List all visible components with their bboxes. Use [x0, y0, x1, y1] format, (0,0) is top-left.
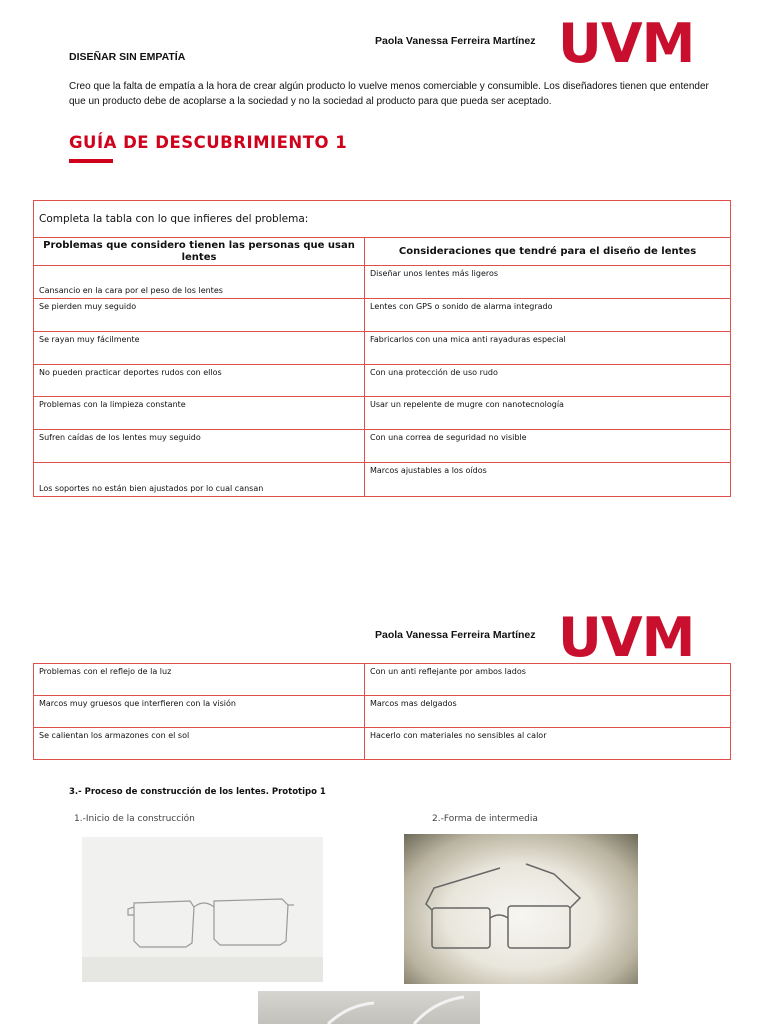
author-name: Paola Vanessa Ferreira Martínez — [375, 629, 536, 641]
glasses-sketch-photo-3 — [258, 991, 480, 1024]
table-row — [34, 299, 731, 332]
consideration-cell: Diseñar unos lentes más ligeros — [365, 266, 731, 299]
consideration-cell: Fabricarlos con una mica anti rayaduras especial — [365, 332, 731, 365]
table-row — [34, 266, 731, 299]
consideration-cell: Marcos ajustables a los oídos — [365, 463, 731, 497]
table-instruction: Completa la tabla con lo que infieres del problema: — [34, 201, 731, 238]
photo-caption-2: 2.-Forma de intermedia — [432, 814, 538, 824]
discovery-table-continued — [33, 663, 731, 760]
problem-cell: Se calientan los armazones con el sol — [34, 728, 365, 760]
section-3-heading: 3.- Proceso de construcción de los lentes. Prototipo 1 — [69, 787, 326, 797]
problem-cell: Los soportes no están bien ajustados por lo cual cansan — [34, 463, 365, 497]
table-row — [34, 365, 731, 397]
document-title: DISEÑAR SIN EMPATÍA — [69, 51, 186, 63]
problem-cell: Cansancio en la cara por el peso de los lentes — [34, 266, 365, 299]
author-name: Paola Vanessa Ferreira Martínez — [375, 35, 536, 47]
intro-paragraph: Creo que la falta de empatía a la hora de crear algún producto lo vuelve menos comerciable y consumible. Los diseñadores tienen que entender que un producto debe de acoplarse a la sociedad y no la sociedad al producto para que pueda ser aceptado. — [69, 81, 709, 107]
photo-caption-1: 1.-Inicio de la construcción — [74, 814, 195, 824]
consideration-cell: Con una correa de seguridad no visible — [365, 430, 731, 463]
table-row — [34, 463, 731, 497]
consideration-cell: Marcos mas delgados — [365, 696, 731, 728]
glasses-partial-drawing — [258, 991, 480, 1024]
consideration-cell: Con una protección de uso rudo — [365, 365, 731, 397]
problem-cell: Se pierden muy seguido — [34, 299, 365, 332]
problem-cell: Se rayan muy fácilmente — [34, 332, 365, 365]
table-row — [34, 728, 731, 760]
uvm-logo: UVM — [558, 606, 695, 669]
consideration-cell: Lentes con GPS o sonido de alarma integrado — [365, 299, 731, 332]
column-header-problems: Problemas que considero tienen las personas que usan lentes — [34, 238, 365, 266]
table-row — [34, 664, 731, 696]
problem-cell: Marcos muy gruesos que interfieren con la visión — [34, 696, 365, 728]
table-row — [34, 696, 731, 728]
glasses-3d-drawing — [404, 834, 638, 984]
problem-cell: Problemas con el reflejo de la luz — [34, 664, 365, 696]
table-row — [34, 397, 731, 430]
consideration-cell: Usar un repelente de mugre con nanotecnología — [365, 397, 731, 430]
table-row — [34, 430, 731, 463]
glasses-sketch-photo-2 — [404, 834, 638, 984]
problem-cell: No pueden practicar deportes rudos con ellos — [34, 365, 365, 397]
guide-title: GUÍA DE DESCUBRIMIENTO 1 — [69, 133, 348, 152]
table-row — [34, 332, 731, 365]
discovery-table — [33, 200, 731, 497]
guide-underline — [69, 159, 113, 163]
consideration-cell: Hacerlo con materiales no sensibles al calor — [365, 728, 731, 760]
glasses-sketch-drawing — [82, 837, 323, 982]
uvm-logo: UVM — [558, 12, 695, 75]
column-header-considerations: Consideraciones que tendré para el diseño de lentes — [365, 238, 731, 266]
glasses-sketch-photo-1 — [82, 837, 323, 982]
problem-cell: Sufren caídas de los lentes muy seguido — [34, 430, 365, 463]
problem-cell: Problemas con la limpieza constante — [34, 397, 365, 430]
consideration-cell: Con un anti reflejante por ambos lados — [365, 664, 731, 696]
